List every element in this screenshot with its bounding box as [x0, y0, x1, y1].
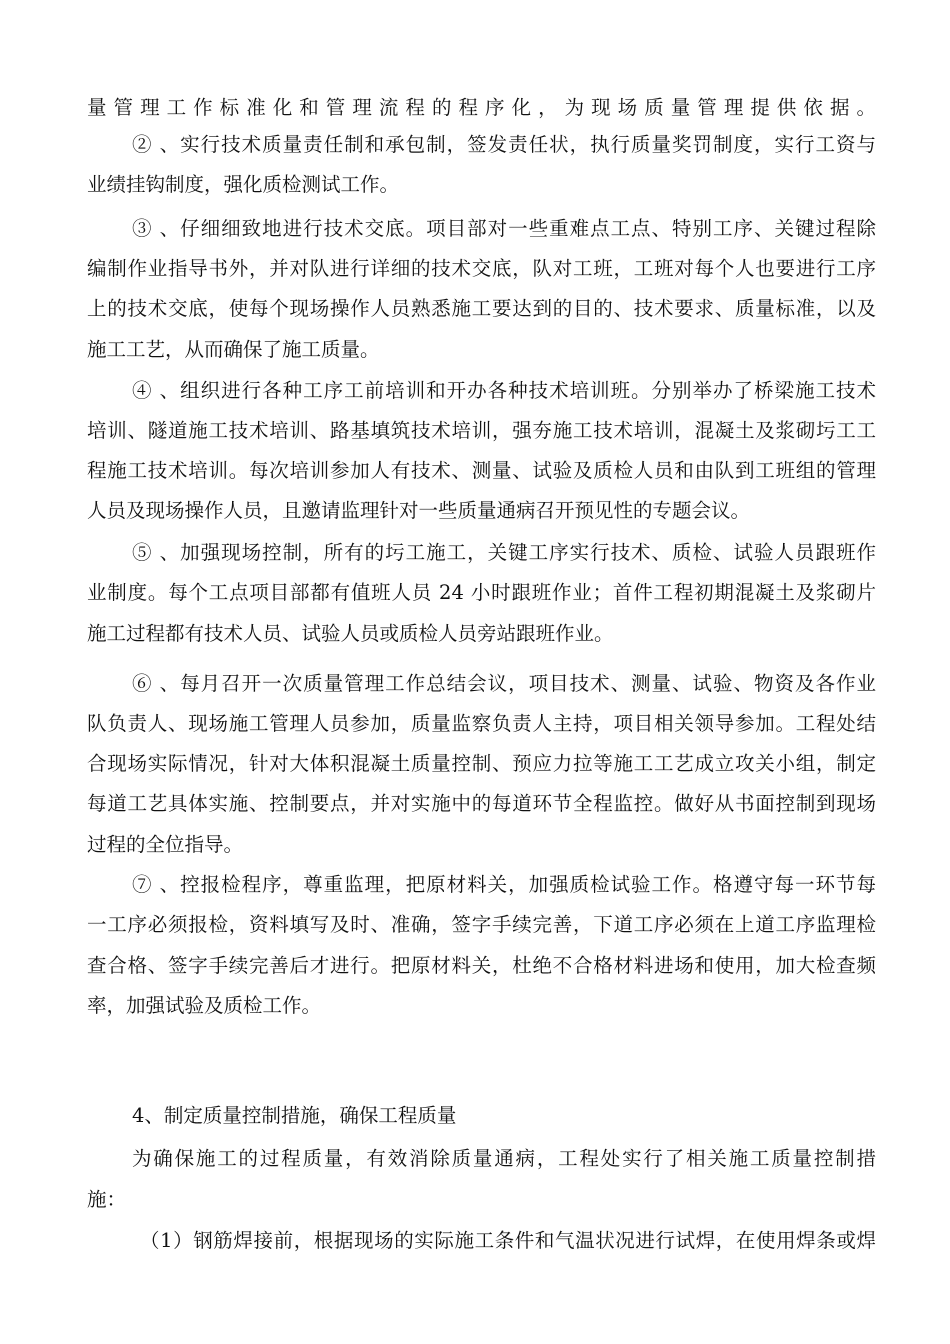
paragraph-line: 每道工艺具体实施、控制要点，并对实施中的每道环节全程监控。做好从书面控制到现场 — [87, 792, 876, 815]
paragraph-line: 施工过程都有技术人员、试验人员或质检人员旁站跟班作业。 — [87, 622, 614, 645]
paragraph-line: 程施工技术培训。每次培训参加人有技术、测量、试验及质检人员和由队到工班组的管理 — [87, 459, 876, 482]
paragraph-line: 率，加强试验及质检工作。 — [87, 994, 322, 1017]
paragraph-line: 培训、隧道施工技术培训、路基填筑技术培训，强夯施工技术培训，混凝土及浆砌圬工工 — [87, 419, 876, 442]
paragraph-line: 一工序必须报检，资料填写及时、准确，签字手续完善，下道工序必须在上道工序监理检 — [87, 913, 876, 936]
section-heading: 4、制定质量控制措施，确保工程质量 — [132, 1104, 457, 1127]
list-item: （1）钢筋焊接前，根据现场的实际施工条件和气温状况进行试焊，在使用焊条或焊 — [140, 1229, 876, 1252]
paragraph-line: 施工工艺，从而确保了施工质量。 — [87, 338, 380, 361]
paragraph-line: 队负责人、现场施工管理人员参加，质量监察负责人主持，项目相关领导参加。工程处结 — [87, 712, 876, 735]
paragraph-line: 过程的全位指导。 — [87, 833, 244, 856]
paragraph-line: 量管理工作标准化和管理流程的程序化，为现场质量管理提供依据。 — [87, 96, 876, 119]
paragraph-line: ⑥ 、每月召开一次质量管理工作总结会议，项目技术、测量、试验、物资及各作业 — [132, 672, 876, 695]
paragraph-line: ⑦ 、控报检程序，尊重监理，把原材料关，加强质检试验工作。格遵守每一环节每 — [132, 873, 876, 896]
paragraph-line: ④ 、组织进行各种工序工前培训和开办各种技术培训班。分别举办了桥梁施工技术 — [132, 379, 876, 402]
paragraph-line: ② 、实行技术质量责任制和承包制，签发责任状，执行质量奖罚制度，实行工资与 — [132, 133, 876, 156]
paragraph-line: ⑤ 、加强现场控制，所有的圬工施工，关键工序实行技术、质检、试验人员跟班作 — [132, 541, 876, 564]
paragraph-line: 编制作业指导书外，并对队进行详细的技术交底，队对工班，工班对每个人也要进行工序 — [87, 257, 876, 280]
paragraph-line: 施： — [87, 1188, 127, 1211]
paragraph-line: 业制度。每个工点项目部都有值班人员 24 小时跟班作业；首件工程初期混凝土及浆砌片 — [87, 581, 876, 604]
paragraph-line: 业绩挂钩制度，强化质检测试工作。 — [87, 173, 400, 196]
paragraph-line: ③ 、仔细细致地进行技术交底。项目部对一些重难点工点、特别工序、关键过程除 — [132, 217, 876, 240]
paragraph-line: 上的技术交底，使每个现场操作人员熟悉施工要达到的目的、技术要求、质量标准，以及 — [87, 297, 876, 320]
paragraph-line: 查合格、签字手续完善后才进行。把原材料关，杜绝不合格材料进场和使用，加大检查频 — [87, 954, 876, 977]
paragraph-line: 为确保施工的过程质量，有效消除质量通病，工程处实行了相关施工质量控制措 — [132, 1147, 876, 1170]
paragraph-line: 人员及现场操作人员，且邀请监理针对一些质量通病召开预见性的专题会议。 — [87, 499, 751, 522]
paragraph-line: 合现场实际情况，针对大体积混凝土质量控制、预应力拉等施工工艺成立攻关小组，制定 — [87, 752, 876, 775]
